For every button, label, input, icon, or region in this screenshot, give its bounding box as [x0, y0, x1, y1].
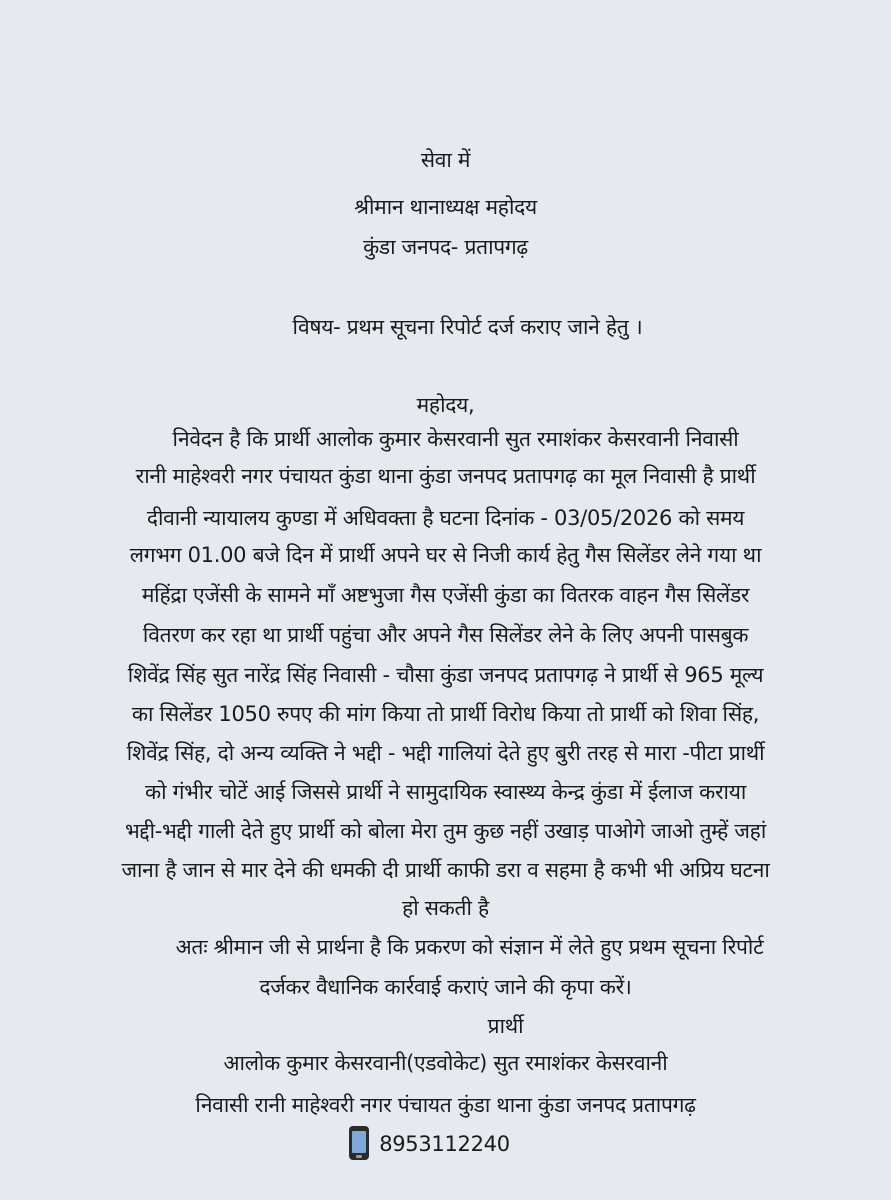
sender-address: निवासी रानी माहेश्वरी नगर पंचायत कुंडा थाना कुंडा जनपद प्रतापगढ़ [195, 1093, 696, 1117]
body-line: महिंद्रा एजेंसी के सामने माँ अष्टभुजा गैस एजेंसी कुंडा का वितरक वाहन गैस सिलेंडर [141, 583, 750, 607]
salutation: महोदय, [416, 393, 475, 417]
body-line: दीवानी न्यायालय कुण्डा में अधिवक्ता है घटना दिनांक - 03/05/2026 को समय [146, 506, 745, 530]
body-line: जाना है जान से मार देने की धमकी दी प्रार्थी काफी डरा व सहमा है कभी भी अप्रिय घटना [121, 858, 770, 882]
request-line: अतः श्रीमान जी से प्रार्थना है कि प्रकरण को संज्ञान में लेते हुए प्रथम सूचना रिपोर्ट [175, 935, 764, 959]
addressee: श्रीमान थानाध्यक्ष महोदय [354, 195, 537, 219]
request-line: दर्जकर वैधानिक कार्रवाई कराएं जाने की कृपा करें। [259, 975, 632, 999]
body-line: निवेदन है कि प्रार्थी आलोक कुमार केसरवानी सुत रमाशंकर केसरवानी निवासी [172, 427, 739, 451]
body-line: को गंभीर चोटें आई जिससे प्रार्थी ने सामुदायिक स्वास्थ्य केन्द्र कुंडा में ईलाज कराया [144, 780, 747, 804]
body-line: शिवेंद्र सिंह, दो अन्य व्यक्ति ने भद्दी - भद्दी गालियां देते हुए बुरी तरह से मारा -पीटा प्रार्थी [126, 741, 765, 765]
phone-line [0, 1128, 875, 1162]
body-line: भद्दी-भद्दी गाली देते हुए प्रार्थी को बोला मेरा तुम कुछ नहीं उखाड़ पाओगे जाओ तुम्हें जहां [125, 819, 766, 843]
sender-name: आलोक कुमार केसरवानी(एडवोकेट) सुत रमाशंकर केसरवानी [223, 1051, 668, 1075]
body-line: हो सकती है [402, 896, 489, 920]
body-line: लगभग 01.00 बजे दिन में प्रार्थी अपने घर से निजी कार्य हेतु गैस सिलेंडर लेने गया था [129, 543, 762, 567]
body-line: वितरण कर रहा था प्रार्थी पहुंचा और अपने गैस सिलेंडर लेने के लिए अपनी पासबुक [142, 623, 749, 647]
address-to: सेवा में [420, 148, 471, 172]
mobile-phone-icon [349, 1126, 369, 1160]
body-line: शिवेंद्र सिंह सुत नारेंद्र सिंह निवासी - चौसा कुंडा जनपद प्रतापगढ़ ने प्रार्थी से 965 मूल्य [127, 663, 764, 687]
body-line: रानी माहेश्वरी नगर पंचायत कुंडा थाना कुंडा जनपद प्रतापगढ़ का मूल निवासी है प्रार्थी [135, 464, 756, 488]
location: कुंडा जनपद- प्रतापगढ़ [363, 235, 528, 259]
sign-label: प्रार्थी [487, 1014, 524, 1038]
subject-line: विषय- प्रथम सूचना रिपोर्ट दर्ज कराए जाने हेतु । [292, 315, 643, 339]
phone-number: 8953112240 [379, 1132, 510, 1156]
body-line: का सिलेंडर 1050 रुपए की मांग किया तो प्रार्थी विरोध किया तो प्रार्थी को शिवा सिंह, [131, 702, 760, 726]
